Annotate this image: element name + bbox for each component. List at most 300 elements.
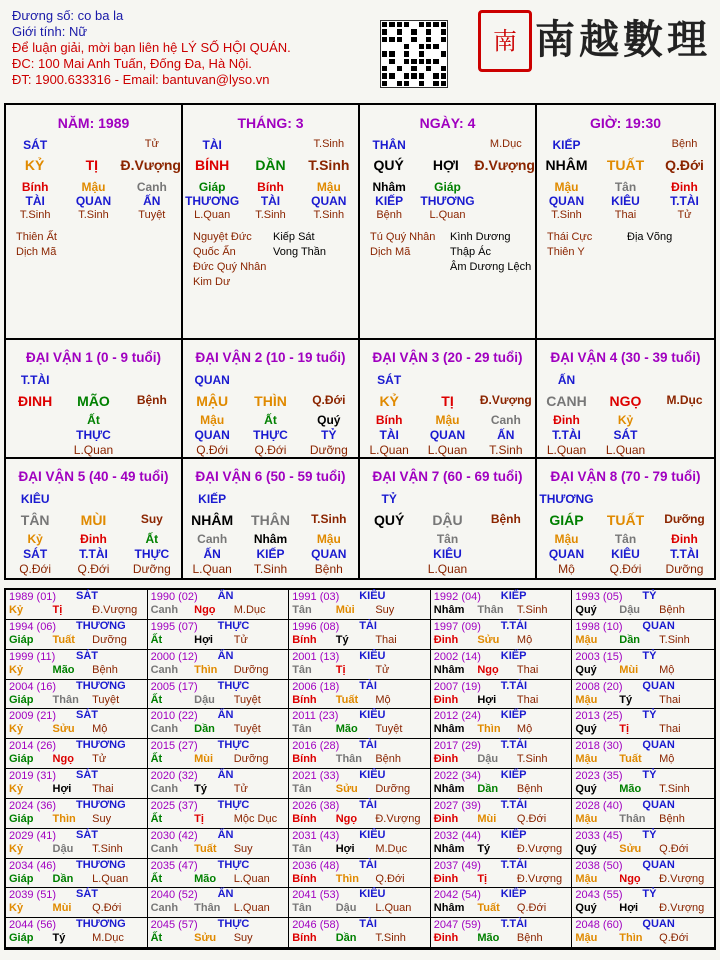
spacer xyxy=(241,373,299,387)
year-can: Tân xyxy=(292,902,312,915)
pillar-can: KỶ xyxy=(24,157,45,173)
star-item: Âm Dương Lệch xyxy=(450,261,532,273)
hidden-stem: Đinh xyxy=(553,413,580,427)
year-cell xyxy=(431,739,573,769)
year-cell xyxy=(289,620,431,650)
year-chi: Hợi xyxy=(335,842,355,855)
year-label: 2002 (14) xyxy=(433,650,481,663)
dai-van-god-row xyxy=(6,373,181,387)
year-cell xyxy=(6,799,148,829)
year-row xyxy=(9,753,144,765)
year-row xyxy=(575,843,711,855)
year-label: 1999 (11) xyxy=(9,650,56,663)
year-can: Kỷ xyxy=(9,663,24,676)
year-chi: Mùi xyxy=(477,812,497,825)
year-row xyxy=(434,604,569,616)
year-cell xyxy=(572,680,714,710)
year-row xyxy=(151,604,286,616)
spacer xyxy=(596,373,655,387)
year-cell xyxy=(148,859,290,889)
spacer xyxy=(596,492,655,506)
dai-van-2 xyxy=(183,340,360,459)
year-cell xyxy=(572,888,714,918)
dai-van-main-row xyxy=(360,512,535,528)
dai-van-hstage-row xyxy=(360,562,535,576)
year-row xyxy=(434,694,569,706)
year-stage: Bệnh xyxy=(375,753,402,766)
year-chi: Ngọ xyxy=(194,604,216,616)
year-row xyxy=(292,753,427,765)
year-label: 2021 (33) xyxy=(292,770,340,782)
year-chi: Sửu xyxy=(52,723,75,736)
year-label: 1997 (09) xyxy=(433,620,481,633)
year-label: 2013 (25) xyxy=(575,710,623,723)
header-info xyxy=(12,8,291,88)
hidden-stem: Bính xyxy=(257,180,284,194)
year-row xyxy=(9,604,144,616)
year-god: THƯƠNG xyxy=(76,798,126,811)
hidden-god: QUAN xyxy=(548,194,585,208)
hidden-stage: Q.Đới xyxy=(77,562,110,576)
year-can: Ất xyxy=(150,932,163,945)
hidden-god: THƯƠNG xyxy=(420,194,475,208)
dai-van-main-row xyxy=(537,512,714,528)
year-can: Nhâm xyxy=(433,663,465,676)
spacer xyxy=(241,492,299,506)
year-cell xyxy=(572,829,714,859)
year-god: T.TÀI xyxy=(500,619,528,632)
year-can: Ất xyxy=(150,872,163,885)
hidden-stage: Q.Đới xyxy=(609,562,642,576)
year-label: 2026 (38) xyxy=(292,799,340,812)
spacer xyxy=(123,492,181,506)
hidden-stage: T.Sinh xyxy=(551,209,582,221)
year-stage: Đ.Vượng xyxy=(659,902,705,915)
year-chi: Hợi xyxy=(52,783,72,795)
year-can: Ất xyxy=(150,633,163,646)
year-god: THƯƠNG xyxy=(76,739,126,752)
dai-van-4 xyxy=(537,340,714,459)
year-chi: Ngọ xyxy=(52,753,74,766)
year-row xyxy=(151,932,286,944)
gender-label: Giới tính: xyxy=(12,24,66,39)
year-god: ẤN xyxy=(217,709,234,722)
year-god: T.TÀI xyxy=(500,858,528,871)
year-stage: Tuyệt xyxy=(233,693,261,706)
year-can: Nhâm xyxy=(433,604,465,616)
year-stage: Mộ xyxy=(516,633,533,646)
pillar-god-row xyxy=(6,138,181,152)
dai-van-state: T.Sinh xyxy=(311,512,347,526)
year-row xyxy=(434,873,569,885)
year-stage: Bệnh xyxy=(516,932,543,945)
star-item: Quốc Ấn xyxy=(193,246,236,258)
year-god: QUAN xyxy=(642,619,675,632)
year-stage: Thai xyxy=(659,723,681,736)
year-god: TÀI xyxy=(359,798,377,811)
year-label: 2042 (54) xyxy=(433,889,481,902)
pillar-main-row xyxy=(360,157,535,173)
hidden-god: QUAN xyxy=(194,428,230,442)
year-god: THỰC xyxy=(217,679,250,692)
year-can: Ất xyxy=(150,753,163,766)
hidden-god: TỶ xyxy=(321,428,337,442)
hidden-stage: L.Quan xyxy=(605,443,646,457)
hidden-stage: T.Sinh xyxy=(313,209,345,221)
year-cell xyxy=(6,769,148,799)
year-label: 2014 (26) xyxy=(9,740,57,753)
year-god: SÁT xyxy=(76,649,98,662)
year-cell xyxy=(148,650,290,680)
star-item: Kim Dư xyxy=(193,276,231,288)
year-chi: Tý xyxy=(619,693,633,706)
hidden-stem: Nhâm xyxy=(372,180,406,194)
dai-van-god-row xyxy=(183,373,358,387)
dai-van-can: ĐINH xyxy=(18,393,53,409)
year-cell xyxy=(289,799,431,829)
dai-van-can: CANH xyxy=(546,393,587,409)
year-label: 2000 (12) xyxy=(150,650,198,663)
year-label: 2030 (42) xyxy=(150,829,198,842)
year-row xyxy=(292,634,427,646)
year-row xyxy=(575,694,711,706)
hidden-stem: Mậu xyxy=(554,180,579,194)
dai-van-hgod-row xyxy=(360,547,535,561)
hidden-god: T.TÀI xyxy=(79,547,108,561)
year-stage: M.Dục xyxy=(375,842,408,855)
year-chi: Thân xyxy=(194,902,221,915)
dai-van-hstage-row xyxy=(6,443,181,457)
year-can: Mậu xyxy=(575,693,598,706)
hidden-stem: Đinh xyxy=(671,180,698,194)
hidden-god: QUAN xyxy=(429,428,466,442)
year-row xyxy=(434,843,569,855)
pillar-stars-left xyxy=(16,230,57,260)
year-row xyxy=(292,813,427,825)
year-label: 2032 (44) xyxy=(433,829,481,842)
year-god: THỰC xyxy=(217,619,250,632)
pillar-hstage-row xyxy=(183,209,358,221)
year-stage: Q.Đới xyxy=(659,842,689,855)
pillar-state: Q.Đới xyxy=(665,157,704,173)
year-god: TỶ xyxy=(642,888,657,901)
year-row xyxy=(434,664,569,676)
pillar-state: Đ.Vượng xyxy=(120,157,181,173)
year-chi: Dậu xyxy=(619,604,641,616)
pillar-3 xyxy=(537,105,714,338)
year-can: Mậu xyxy=(575,812,598,825)
year-chi: Ngọ xyxy=(335,812,358,825)
year-row xyxy=(9,723,144,735)
year-row xyxy=(575,873,711,885)
year-stage: Q.Đới xyxy=(375,872,405,885)
year-can: Canh xyxy=(150,604,179,616)
dai-van-main-row xyxy=(537,393,714,409)
year-row xyxy=(9,694,144,706)
dai-van-hidden-row xyxy=(537,532,714,546)
year-can: Bính xyxy=(292,753,317,766)
spacer xyxy=(123,373,181,387)
hidden-stem: Bính xyxy=(375,413,403,427)
year-god: KIÊU xyxy=(359,649,386,662)
pillar-hstage-row xyxy=(360,209,535,221)
year-can: Ất xyxy=(150,812,163,825)
star-item: Tú Quý Nhân xyxy=(370,231,436,243)
year-label: 1992 (04) xyxy=(433,591,481,603)
year-label: 1998 (10) xyxy=(575,620,623,633)
year-label: 2019 (31) xyxy=(9,770,57,782)
year-stage: Bệnh xyxy=(516,783,543,795)
year-stage: Tuyệt xyxy=(233,723,261,736)
pillar-stars-right xyxy=(273,230,326,260)
year-god: TỶ xyxy=(642,828,657,841)
hidden-god: ẤN xyxy=(203,547,221,561)
year-cell xyxy=(289,888,431,918)
year-god: TÀI xyxy=(359,619,377,632)
pillar-main-row xyxy=(6,157,181,173)
dai-van-can: KỶ xyxy=(379,393,399,409)
year-label: 2012 (24) xyxy=(433,710,481,723)
hidden-god: TÀI xyxy=(25,194,45,208)
year-god: QUAN xyxy=(642,918,675,931)
year-cell xyxy=(572,709,714,739)
year-stage: T.Sinh xyxy=(659,633,690,646)
year-can: Đinh xyxy=(433,872,459,885)
hidden-stem xyxy=(477,532,535,546)
hidden-stage: Q.Đới xyxy=(19,562,52,576)
dai-van-god: THƯƠNG xyxy=(539,492,594,506)
pillar-1 xyxy=(183,105,360,338)
year-label: 2047 (59) xyxy=(433,919,481,932)
year-label: 2034 (46) xyxy=(9,859,57,872)
year-can: Bính xyxy=(292,932,317,945)
year-stage: Suy xyxy=(92,812,112,825)
star-item: Thái Cực xyxy=(547,231,593,243)
pillar-hstage-row xyxy=(537,209,714,221)
spacer xyxy=(418,373,476,387)
hidden-stem: Mậu xyxy=(316,180,341,194)
hidden-stem: Giáp xyxy=(434,180,461,194)
year-can: Mậu xyxy=(575,753,598,766)
dai-van-god: SÁT xyxy=(377,373,402,387)
hidden-stem: Tân xyxy=(614,180,637,194)
year-can: Quý xyxy=(575,842,597,855)
year-label: 2025 (37) xyxy=(150,799,198,812)
year-can: Canh xyxy=(150,902,179,915)
dai-van-state: Bệnh xyxy=(136,393,167,407)
dai-van-god: TỶ xyxy=(381,492,397,506)
hidden-stem: Ất xyxy=(264,413,277,427)
hidden-stage: Bệnh xyxy=(314,562,343,576)
spacer xyxy=(300,373,358,387)
spacer xyxy=(655,373,714,387)
dai-van-state: Đ.Vượng xyxy=(479,393,532,407)
year-stage: Dưỡng xyxy=(375,783,411,795)
year-label: 1993 (05) xyxy=(575,591,623,603)
year-row xyxy=(151,753,286,765)
dai-van-grid xyxy=(4,340,716,580)
pillar-state: T.Sinh xyxy=(308,157,350,173)
dai-van-god: KIÊU xyxy=(20,492,50,506)
qr-code-icon[interactable] xyxy=(380,20,448,88)
year-can: Giáp xyxy=(9,872,34,885)
year-god: THƯƠNG xyxy=(76,858,126,871)
hidden-god: THỰC xyxy=(134,547,170,561)
name-value: co ba la xyxy=(77,8,124,23)
spacer xyxy=(418,492,476,506)
year-chi: Tị xyxy=(335,663,346,676)
dai-van-1 xyxy=(6,340,183,459)
year-row xyxy=(151,664,286,676)
dai-van-hidden-row xyxy=(6,532,181,546)
year-cell xyxy=(289,739,431,769)
year-chi: Dậu xyxy=(477,753,499,766)
year-can: Quý xyxy=(575,902,597,915)
dai-van-god-row xyxy=(537,373,714,387)
year-stage: Đ.Vượng xyxy=(375,812,421,825)
year-stage: Mộ xyxy=(659,753,675,766)
year-row xyxy=(9,634,144,646)
year-label: 2001 (13) xyxy=(292,650,340,663)
pillar-stage: T.Sinh xyxy=(313,138,345,150)
dai-van-god-row xyxy=(183,492,358,506)
pillar-hidden-row xyxy=(183,180,358,194)
year-stage: Đ.Vượng xyxy=(92,604,138,616)
year-row xyxy=(434,783,569,795)
year-god: ẤN xyxy=(217,590,234,602)
year-can: Tân xyxy=(292,783,312,795)
year-row xyxy=(292,664,427,676)
dai-van-hstage-row xyxy=(537,562,714,576)
year-can: Đinh xyxy=(433,932,459,945)
year-label: 2022 (34) xyxy=(433,770,481,782)
spacer xyxy=(300,492,358,506)
pillar-chi: TỊ xyxy=(85,157,99,173)
hidden-god: KIÊU xyxy=(611,547,640,561)
year-label: 2005 (17) xyxy=(150,680,198,693)
dai-van-hgod-row xyxy=(6,547,181,561)
dai-van-main-row xyxy=(183,393,358,409)
year-label: 2035 (47) xyxy=(150,859,198,872)
pillar-hidden-row xyxy=(6,180,181,194)
dai-van-title: ĐẠI VẬN 5 (40 - 49 tuổi) xyxy=(18,469,169,484)
dai-van-5 xyxy=(6,459,183,578)
year-chi: Tuất xyxy=(477,902,500,915)
year-row xyxy=(575,753,711,765)
year-chi: Tý xyxy=(52,932,66,945)
hidden-stage: Mộ xyxy=(558,562,575,576)
pillar-stage: M.Dục xyxy=(489,138,522,150)
year-stage: Suy xyxy=(233,842,253,855)
year-chi: Hợi xyxy=(477,693,497,706)
spacer xyxy=(64,492,122,506)
hidden-stem: Mậu xyxy=(200,413,225,427)
hidden-stage: L.Quan xyxy=(427,443,468,457)
dai-van-7 xyxy=(360,459,537,578)
dai-van-hidden-row xyxy=(360,532,535,546)
year-stage: Q.Đới xyxy=(92,902,122,915)
pillar-hgod-row xyxy=(183,194,358,208)
year-chi: Sửu xyxy=(335,783,358,795)
year-god: TÀI xyxy=(359,739,377,752)
year-chi: Thìn xyxy=(52,812,76,825)
year-cell xyxy=(431,709,573,739)
hidden-stage: Dưỡng xyxy=(665,562,704,576)
year-can: Ất xyxy=(150,693,163,706)
year-label: 2036 (48) xyxy=(292,859,340,872)
hidden-stage: Bệnh xyxy=(376,209,403,221)
year-god: TỶ xyxy=(642,709,657,722)
pillar-0 xyxy=(6,105,183,338)
year-chi: Tý xyxy=(477,842,491,855)
year-label: 2006 (18) xyxy=(292,680,340,693)
year-label: 2046 (58) xyxy=(292,919,340,932)
year-cell xyxy=(148,829,290,859)
dai-van-god-row xyxy=(6,492,181,506)
year-can: Giáp xyxy=(9,812,34,825)
dai-van-chi: THÂN xyxy=(251,512,290,528)
hidden-god: TÀI xyxy=(379,428,399,442)
dai-van-main-row xyxy=(183,512,358,528)
hidden-god: QUAN xyxy=(311,194,347,208)
hidden-god xyxy=(6,428,64,442)
year-cell xyxy=(431,769,573,799)
year-chi: Hợi xyxy=(619,902,639,915)
hidden-stem: Giáp xyxy=(198,180,226,194)
year-row xyxy=(151,783,286,795)
star-item: Địa Võng xyxy=(627,231,673,243)
year-stage: L.Quan xyxy=(92,872,129,885)
year-label: 2041 (53) xyxy=(292,889,340,902)
dai-van-hidden-row xyxy=(183,532,358,546)
hidden-god xyxy=(655,428,714,442)
year-cell xyxy=(6,620,148,650)
year-chi: Sửu xyxy=(619,842,642,855)
pillar-main-row xyxy=(537,157,714,173)
year-label: 2015 (27) xyxy=(150,740,198,753)
year-stage: Thai xyxy=(516,663,539,676)
dai-van-god-row xyxy=(537,492,714,506)
year-god: KIẾP xyxy=(500,649,527,662)
hidden-god xyxy=(360,547,418,561)
dai-van-god-row xyxy=(360,492,535,506)
year-row xyxy=(9,783,144,795)
year-chi: Mão xyxy=(52,663,75,676)
dai-van-title: ĐẠI VẬN 3 (20 - 29 tuổi) xyxy=(372,350,523,365)
year-stage: L.Quan xyxy=(375,902,412,915)
hidden-stem: Quý xyxy=(317,413,341,427)
year-row xyxy=(575,813,711,825)
year-god: SÁT xyxy=(76,828,98,841)
year-stage: Tử xyxy=(375,663,390,676)
year-can: Mậu xyxy=(575,872,598,885)
hidden-stage: T.Sinh xyxy=(489,443,523,457)
dai-van-hgod-row xyxy=(360,428,535,442)
year-can: Đinh xyxy=(433,753,459,766)
year-row xyxy=(151,723,286,735)
year-row xyxy=(434,753,569,765)
dai-van-can: QUÝ xyxy=(373,512,405,528)
year-stage: T.Sinh xyxy=(516,604,548,616)
hidden-god: TÀI xyxy=(260,194,281,208)
year-row xyxy=(292,873,427,885)
year-row xyxy=(434,723,569,735)
hidden-god xyxy=(477,547,535,561)
yearly-luck-grid xyxy=(4,588,716,950)
year-god: THỰC xyxy=(217,739,250,752)
dai-van-chi: MÙI xyxy=(80,512,107,528)
year-label: 2024 (36) xyxy=(9,799,57,812)
